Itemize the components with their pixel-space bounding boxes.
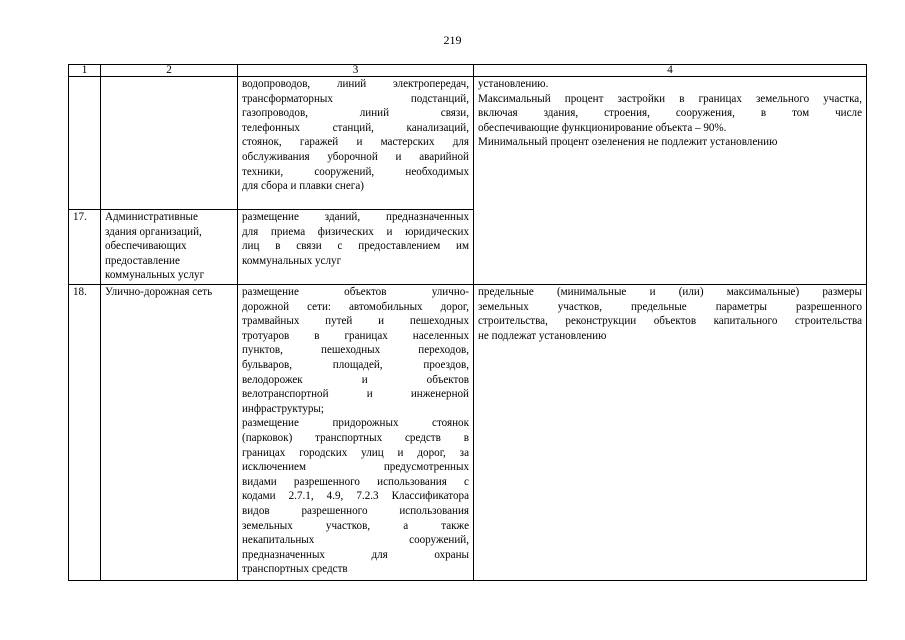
row-number: 18. xyxy=(69,285,101,581)
text-line: газопроводов, линий связи, xyxy=(242,107,469,120)
text-line: обеспечивающие функционирование объекта – 90%. xyxy=(478,121,727,134)
zoning-table xyxy=(68,64,867,581)
text-line: Административные xyxy=(105,211,198,223)
use-description-cell xyxy=(238,285,474,581)
text-line: тротуаров в границах населенных xyxy=(242,329,469,342)
header-col-1: 1 xyxy=(69,65,101,77)
text-line: некапитальных сооружений, xyxy=(242,534,469,547)
text-line: велотранспортной и инженерной xyxy=(242,388,469,401)
text-line: исключением предусмотренных xyxy=(242,461,469,474)
text-line: обеспечивающих xyxy=(105,240,187,253)
text-line: предназначенных для охраны xyxy=(242,548,469,561)
text-line: размещение придорожных стоянок xyxy=(242,417,469,430)
text-line: для сбора и плавки снега) xyxy=(242,180,364,193)
text-line: включая здания, строения, сооружения, в том числе xyxy=(478,107,862,120)
text-line: стоянок, гаражей и мастерских для xyxy=(242,136,469,149)
text-line: (парковок) транспортных средств в xyxy=(242,431,469,444)
text-line: строительства, реконструкции объектов капитального строительства xyxy=(478,315,862,328)
parameters-cell xyxy=(474,77,867,285)
header-col-3: 3 xyxy=(238,65,474,77)
text-line: земельных участков, а также xyxy=(242,519,469,532)
row-number xyxy=(69,77,101,210)
table-row xyxy=(69,285,867,581)
text-line: видами разрешенного использования с xyxy=(242,475,469,488)
header-col-2: 2 xyxy=(101,65,238,77)
text-line: предельные (минимальные и (или) максимальные) размеры xyxy=(478,286,862,298)
text-line: Максимальный процент застройки в границах земельного участка, xyxy=(478,92,862,105)
text-line: границах городских улиц и дорог, за xyxy=(242,446,469,459)
text-line: трамвайных путей и пешеходных xyxy=(242,315,469,328)
text-line: коммунальных услуг xyxy=(105,269,205,282)
text-line: обслуживания уборочной и аварийной xyxy=(242,150,469,163)
text-line: земельных участков, предельные параметры разрешенного xyxy=(478,300,862,313)
text-line: не подлежат установлению xyxy=(478,329,607,342)
text-line: инфраструктуры; xyxy=(242,402,324,415)
text-line: велодорожек и объектов xyxy=(242,373,469,386)
text-line: пунктов, пешеходных переходов, xyxy=(242,344,469,357)
text-line: бульваров, площадей, проездов, xyxy=(242,358,469,371)
text-line: техники, сооружений, необходимых xyxy=(242,165,469,178)
text-line: телефонных станций, канализаций, xyxy=(242,121,469,134)
use-description-cell xyxy=(238,77,474,210)
text-line: здания организаций, xyxy=(105,225,202,238)
parameters-cell xyxy=(474,285,867,581)
text-line: лиц в связи с предоставлением им xyxy=(242,240,469,253)
text-line: кодами 2.7.1, 4.9, 7.2.3 Классификатора xyxy=(242,490,469,503)
use-name-cell xyxy=(101,77,238,210)
text-line: видов разрешенного использования xyxy=(242,504,469,517)
text-line: предоставление xyxy=(105,254,180,267)
header-col-4: 4 xyxy=(474,65,867,77)
table-row xyxy=(69,77,867,210)
text-line: Улично-дорожная сеть xyxy=(105,286,213,298)
text-line: размещение объектов улично- xyxy=(242,286,469,298)
text-line: Минимальный процент озеленения не подлежит установлению xyxy=(478,136,778,149)
text-line: трансформаторных подстанций, xyxy=(242,92,469,105)
page-number: 219 xyxy=(443,33,462,47)
use-name-cell xyxy=(101,210,238,285)
use-description-cell xyxy=(238,210,474,285)
text-line: водопроводов, линий электропередач, xyxy=(242,78,469,90)
table-header-row xyxy=(69,65,867,77)
text-line: транспортных средств xyxy=(242,563,348,576)
text-line: для приема физических и юридических xyxy=(242,225,469,238)
text-line: дорожной сети: автомобильных дорог, xyxy=(242,300,469,313)
row-number: 17. xyxy=(69,210,101,285)
use-name-cell xyxy=(101,285,238,581)
text-line: установлению. xyxy=(478,78,549,90)
text-line: коммунальных услуг xyxy=(242,254,342,267)
text-line: размещение зданий, предназначенных xyxy=(242,211,469,223)
